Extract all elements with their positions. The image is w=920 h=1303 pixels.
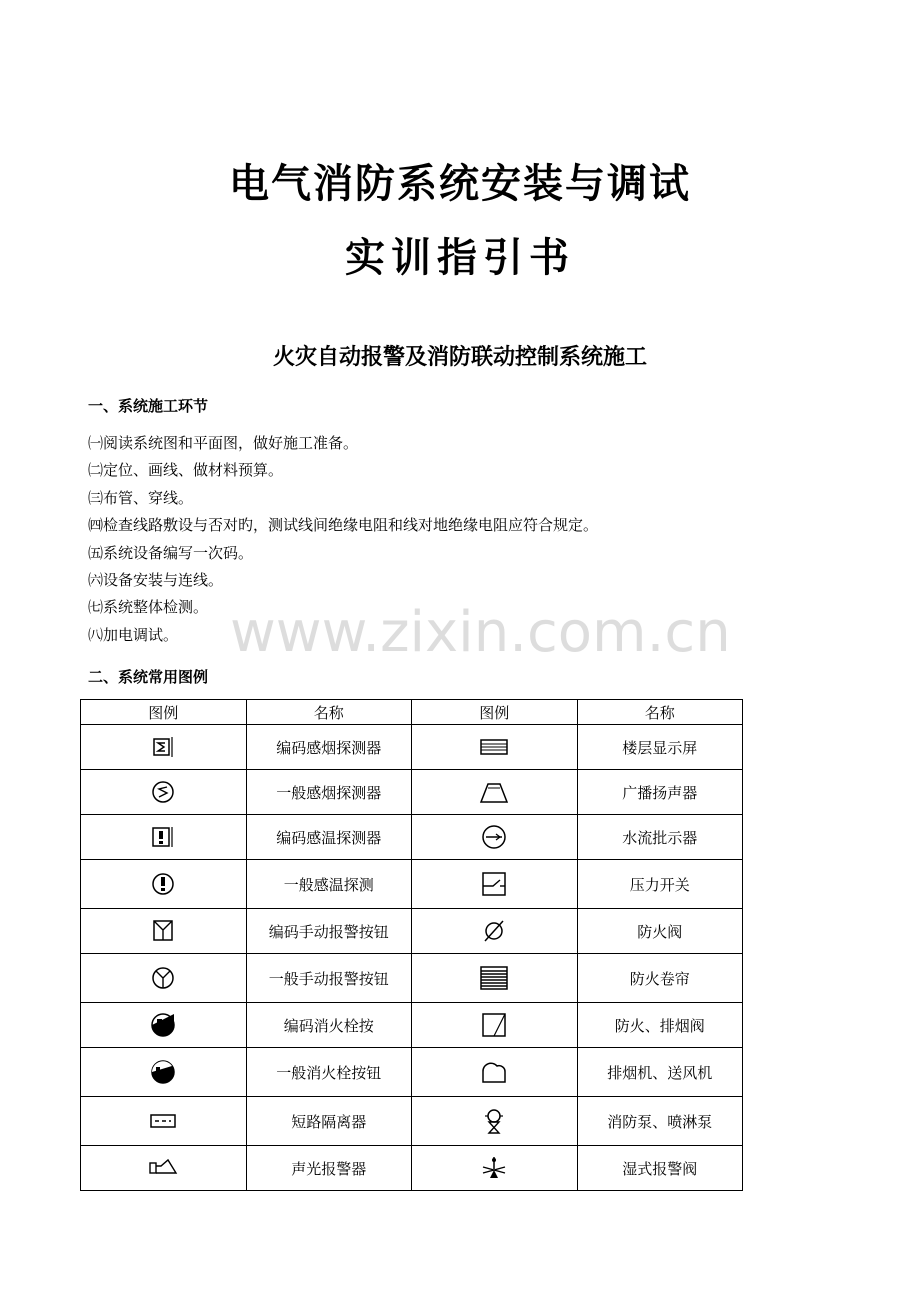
- table-row: [81, 860, 743, 909]
- document-title-line1: 电气消防系统安装与调试: [229, 161, 691, 207]
- section-heading-steps: 一、系统施工环节: [88, 397, 209, 415]
- legend-name: 一般手动报警按钮: [246, 954, 412, 1003]
- legend-table: [80, 699, 743, 1191]
- table-row: [81, 1003, 743, 1048]
- legend-name: 排烟机、送风机: [577, 1048, 743, 1097]
- water-flow-indicator-icon: [479, 823, 509, 851]
- legend-name: 湿式报警阀: [577, 1146, 743, 1191]
- section-heading-legend: 二、系统常用图例: [88, 668, 209, 686]
- step-item: ㈧加电调试。: [88, 625, 179, 644]
- step-item: ㈢布管、穿线。: [88, 488, 194, 507]
- step-item: ㈠阅读系统图和平面图，做好施工准备。: [88, 434, 359, 452]
- table-row: [81, 1048, 743, 1097]
- smoke-exhaust-valve-icon: [479, 1011, 509, 1039]
- step-item: ㈥设备安装与连线。: [88, 570, 224, 589]
- table-row: [81, 1146, 743, 1191]
- header-name: 名称: [577, 700, 743, 725]
- coded-heat-detector-icon: [148, 823, 178, 851]
- step-item: ㈦系统整体检测。: [88, 598, 209, 617]
- header-symbol: 图例: [412, 700, 578, 725]
- fire-shutter-icon: [479, 964, 509, 992]
- header-name: 名称: [246, 700, 412, 725]
- steps-list: [88, 432, 598, 651]
- floor-display-icon: [479, 733, 509, 761]
- header-symbol: 图例: [81, 700, 247, 725]
- fire-damper-icon: [479, 917, 509, 945]
- legend-header-row: [81, 700, 743, 725]
- pressure-switch-icon: [479, 870, 509, 898]
- legend-name: 一般消火栓按钮: [246, 1048, 412, 1097]
- fan-icon: [479, 1058, 509, 1086]
- wet-alarm-valve-icon: [479, 1154, 509, 1182]
- sound-light-alarm-icon: [148, 1154, 178, 1182]
- watermark: www.zixin.com.cn: [230, 600, 731, 665]
- legend-name: 防火阀: [577, 909, 743, 954]
- legend-name: 编码感烟探测器: [246, 725, 412, 770]
- step-item: ㈡定位、画线、做材料预算。: [88, 461, 284, 480]
- step-item: ㈤系统设备编写一次码。: [88, 543, 254, 562]
- legend-name: 防火、排烟阀: [577, 1003, 743, 1048]
- smoke-detector-icon: [148, 778, 178, 806]
- table-row: [81, 725, 743, 770]
- legend-name: 声光报警器: [246, 1146, 412, 1191]
- legend-name: 消防泵、喷淋泵: [577, 1097, 743, 1146]
- document-title-line2: 实训指引书: [345, 235, 575, 281]
- table-row: [81, 770, 743, 815]
- legend-name: 编码手动报警按钮: [246, 909, 412, 954]
- document-subtitle: 火灾自动报警及消防联动控制系统施工: [272, 345, 647, 370]
- legend-name: 一般感烟探测器: [246, 770, 412, 815]
- speaker-icon: [479, 778, 509, 806]
- legend-name: 防火卷帘: [577, 954, 743, 1003]
- hydrant-button-icon: [148, 1058, 178, 1086]
- coded-manual-alarm-icon: [148, 917, 178, 945]
- legend-name: 楼层显示屏: [577, 725, 743, 770]
- coded-smoke-detector-icon: [148, 733, 178, 761]
- table-row: [81, 1097, 743, 1146]
- step-item: ㈣检查线路敷设与否对旳，测试线间绝缘电阻和线对地绝缘电阻应符合规定。: [88, 516, 599, 535]
- legend-name: 编码感温探测器: [246, 815, 412, 860]
- short-circuit-isolator-icon: [148, 1107, 178, 1135]
- legend-name: 编码消火栓按: [246, 1003, 412, 1048]
- legend-name: 压力开关: [577, 860, 743, 909]
- legend-name: 一般感温探测: [246, 860, 412, 909]
- legend-name: 广播扬声器: [577, 770, 743, 815]
- coded-hydrant-button-icon: [148, 1011, 178, 1039]
- manual-alarm-icon: [148, 964, 178, 992]
- table-row: [81, 815, 743, 860]
- legend-name: 短路隔离器: [246, 1097, 412, 1146]
- legend-name: 水流批示器: [577, 815, 743, 860]
- table-row: [81, 954, 743, 1003]
- table-row: [81, 909, 743, 954]
- fire-pump-icon: [479, 1107, 509, 1135]
- heat-detector-icon: [148, 870, 178, 898]
